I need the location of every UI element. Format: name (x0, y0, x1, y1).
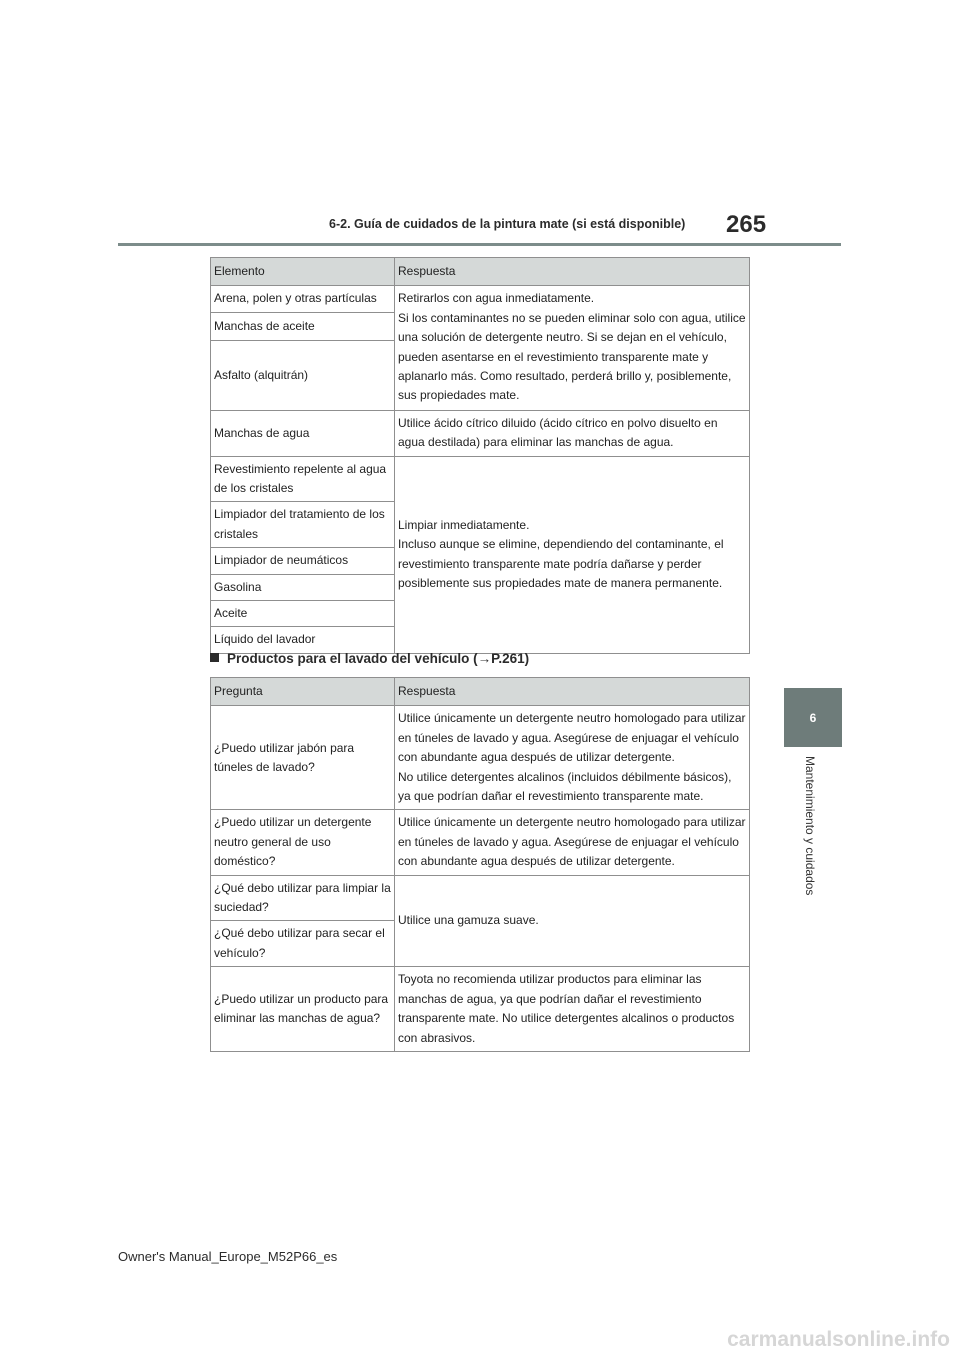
answer-cell (395, 706, 750, 810)
answer-cell: Utilice ácido cítrico diluido (ácido cítrico en polvo disuelto en agua destilada) para eliminar las manchas de agua. (395, 410, 750, 456)
table-row (211, 286, 750, 312)
answer-line: No utilice detergentes alcalinos (incluidos débilmente básicos), ya que podrían dañar el revestimiento transparente mate. (398, 769, 732, 804)
footer-text: Owner's Manual_Europe_M52P66_es (118, 1249, 338, 1264)
item-cell: Manchas de aceite (211, 312, 395, 340)
header-pregunta: Pregunta (211, 678, 395, 706)
question-cell: ¿Puedo utilizar un detergente neutro general de uso doméstico? (211, 810, 395, 875)
item-cell: Limpiador del tratamiento de los cristales (211, 502, 395, 548)
item-cell: Revestimiento repelente al agua de los cristales (211, 456, 395, 502)
chapter-tab[interactable] (784, 688, 842, 747)
item-cell: Arena, polen y otras partículas (211, 286, 395, 312)
item-cell: Manchas de agua (211, 410, 395, 456)
answer-line: Utilice únicamente un detergente neutro homologado para utilizar en túneles de lavado y agua. Asegúrese de enjuagar el vehículo con abundante agua después de utilizar detergente. (398, 711, 746, 765)
item-cell: Asfalto (alquitrán) (211, 340, 395, 410)
table-row (211, 810, 750, 875)
answer-cell: Utilice únicamente un detergente neutro homologado para utilizar en túneles de lavado y agua. Asegúrese de enjuagar el vehículo con abundante agua después de utilizar detergente. (395, 810, 750, 875)
table-row (211, 706, 750, 810)
answer-line: Limpiar inmediatamente. (398, 517, 530, 532)
section-heading-text[interactable]: Productos para el lavado del vehículo (→P.261) (227, 651, 530, 666)
square-bullet-icon (210, 653, 219, 662)
header-rule (118, 243, 841, 246)
header-elemento: Elemento (211, 258, 395, 286)
section-heading (210, 651, 529, 666)
question-cell: ¿Puedo utilizar un producto para eliminar las manchas de agua? (211, 967, 395, 1052)
answer-line: Si los contaminantes no se pueden eliminar solo con agua, utilice una solución de detergente neutro. Si se dejan en el vehículo, pueden asentarse en el revestimiento transparente mate y aplanarlo más. Como resultado, perderá brillo y, posiblemente, sus propiedades mate. (398, 310, 746, 403)
question-cell: ¿Puedo utilizar jabón para túneles de lavado? (211, 706, 395, 810)
question-cell: ¿Qué debo utilizar para limpiar la suciedad? (211, 875, 395, 921)
answer-line: Retirarlos con agua inmediatamente. (398, 291, 595, 306)
washing-products-table (210, 677, 750, 1052)
question-cell: ¿Qué debo utilizar para secar el vehículo? (211, 921, 395, 967)
header-respuesta: Respuesta (395, 258, 750, 286)
item-cell: Líquido del lavador (211, 627, 395, 653)
answer-cell (395, 286, 750, 410)
table-header-row (211, 678, 750, 706)
page-number: 265 (726, 211, 767, 238)
answer-cell (395, 456, 750, 653)
table-row (211, 967, 750, 1052)
page-header-title: 6-2. Guía de cuidados de la pintura mate (si está disponible) (329, 217, 686, 231)
chapter-label: Mantenimiento y cuidados (803, 756, 817, 896)
chapter-number: 6 (809, 710, 817, 725)
table-header-row (211, 258, 750, 286)
contaminants-table (210, 257, 750, 654)
header-respuesta: Respuesta (395, 678, 750, 706)
item-cell: Gasolina (211, 574, 395, 600)
table-row (211, 410, 750, 456)
table-row (211, 875, 750, 921)
answer-cell: Utilice una gamuza suave. (395, 875, 750, 967)
table-row (211, 456, 750, 502)
answer-cell: Toyota no recomienda utilizar productos para eliminar las manchas de agua, ya que podrían dañar el revestimiento transparente mate. No utilice detergentes alcalinos o productos con abrasivos. (395, 967, 750, 1052)
answer-line: Incluso aunque se elimine, dependiendo del contaminante, el revestimiento transparente mate podría dañarse y perder posiblemente sus propiedades mate de manera permanente. (398, 537, 724, 591)
item-cell: Aceite (211, 601, 395, 627)
item-cell: Limpiador de neumáticos (211, 548, 395, 574)
watermark: carmanualsonline.info (727, 1328, 950, 1351)
